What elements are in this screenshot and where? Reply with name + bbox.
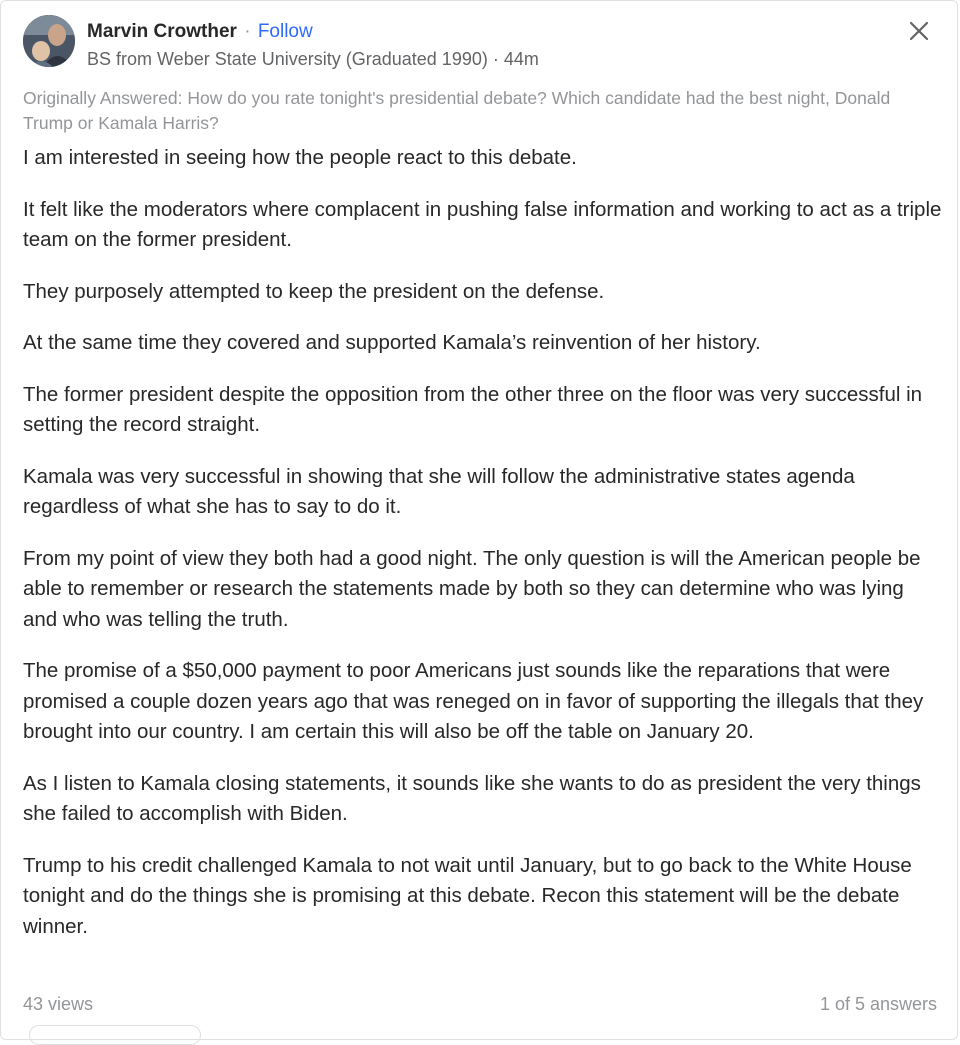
follow-button[interactable]: Follow — [257, 21, 313, 42]
author-name[interactable]: Marvin Crowther — [87, 21, 237, 42]
answer-footer — [23, 991, 937, 1017]
avatar-photo — [23, 15, 75, 67]
view-count[interactable]: 43 views — [23, 994, 94, 1014]
separator-dot: · — [244, 21, 251, 42]
author-name-row — [87, 19, 539, 45]
upvote-button[interactable] — [29, 1025, 201, 1045]
answer-paragraph: It felt like the moderators where complacent in pushing false information and working to act as a triple team on the former president. — [23, 197, 942, 251]
answer-paragraph: I am interested in seeing how the people react to this debate. — [23, 146, 577, 169]
close-button[interactable] — [907, 19, 931, 43]
answer-position: 1 of 5 answers — [819, 994, 937, 1014]
author-credential-row — [87, 47, 539, 71]
answer-paragraph: Trump to his credit challenged Kamala to not wait until January, but to go back to the White House tonight and do the things she is promising at this debate. Recon this statement will be the debate winner. — [23, 853, 912, 938]
answer-header — [23, 15, 539, 71]
author-credential[interactable]: BS from Weber State University (Graduated 1990) — [87, 49, 488, 69]
close-icon — [907, 19, 931, 43]
separator-dot: · — [492, 49, 499, 69]
answer-paragraph: As I listen to Kamala closing statements, it sounds like she wants to do as president the very things she failed to accomplish with Biden. — [23, 771, 921, 825]
originally-answered-question[interactable]: Originally Answered: How do you rate tonight's presidential debate? Which candidate had the best night, Donald Trump or Kamala Harris? — [23, 88, 891, 133]
answer-body — [23, 143, 943, 963]
answer-timestamp[interactable]: 44m — [503, 49, 539, 69]
answer-paragraph: At the same time they covered and supported Kamala’s reinvention of her history. — [23, 331, 761, 354]
answer-paragraph: They purposely attempted to keep the president on the defense. — [23, 279, 605, 303]
answer-paragraph: From my point of view they both had a good night. The only question is will the American people be able to remember or research the statements made by both so they can determine who was lying and who was telling the truth. — [23, 546, 921, 631]
avatar[interactable] — [23, 15, 75, 67]
author-meta — [87, 15, 539, 71]
answer-paragraph: The former president despite the opposition from the other three on the floor was very successful in setting the record straight. — [23, 382, 923, 436]
answer-paragraph: Kamala was very successful in showing that she will follow the administrative states agenda regardless of what she has to say to do it. — [23, 464, 855, 518]
answer-paragraph: The promise of a $50,000 payment to poor Americans just sounds like the reparations that were promised a couple dozen years ago that was reneged on in favor of supporting the illegals that they brought into our country. I am certain this will also be off the table on January 20. — [23, 659, 924, 743]
